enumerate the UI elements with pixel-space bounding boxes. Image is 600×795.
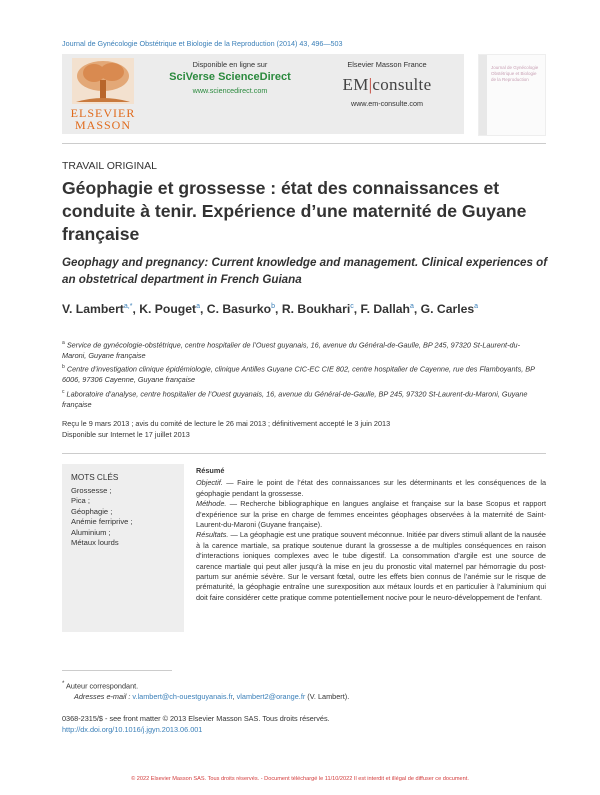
affiliations [62, 338, 542, 411]
keywords-list [71, 486, 133, 548]
keywords-box [62, 464, 184, 632]
author-affil-sup: a [474, 302, 479, 310]
article-subtitle: Geophagy and pregnancy: Current knowledge and management. Clinical experiences of an obstetrical department in French Guiana [62, 256, 548, 286]
keyword-item: Aluminium ; [71, 527, 111, 537]
keyword-item: Grossesse ; [71, 486, 112, 495]
emconsulte-logo: EM|consulte [342, 75, 432, 94]
sciencedirect-available-label: Disponible en ligne sur [192, 60, 268, 69]
corresponding-author-line: * Auteur correspondant. [62, 680, 139, 691]
email-label: Adresses e-mail : [74, 692, 131, 702]
emconsulte-url[interactable]: www.em-consulte.com [351, 99, 423, 108]
sciencedirect-url[interactable]: www.sciencedirect.com [192, 86, 268, 95]
elsevier-logo-text: ELSEVIER [70, 106, 136, 120]
abstract [196, 466, 546, 603]
author-name: V. Lambert [62, 302, 124, 316]
affiliation-item: $^c$ Laboratoire d’analyse, centre hospitalier de l’Ouest guyanais, 16, avenue du Général-de-Gaulle, BP 245, 97320 St-Laurent-du-Maroni, Guyane française [62, 388, 528, 409]
sciencedirect-block [150, 60, 310, 95]
keyword-item: Anémie ferriprive ; [71, 517, 133, 527]
email-link-1[interactable]: v.lambert@ch-ouestguyanais.fr [132, 692, 233, 702]
header-divider [62, 143, 546, 144]
corresponding-author-footnote [62, 678, 542, 702]
journal-citation: Journal de Gynécologie Obstétrique et Biologie de la Reproduction (2014) 43, 496—503 [62, 39, 343, 48]
cover-spine [479, 55, 487, 135]
emconsulte-block [322, 60, 452, 108]
author-name: K. Pouget [139, 302, 197, 316]
abstract-method: Méthode. — Recherche bibliographique en langues anglaise et française sur la base Scopus et rapport d’expérience sur la prise en charge de femmes enceintes géophages observées à la maternité de Saint-Laurent-du-Maroni (Guyane française). [196, 499, 546, 530]
article-section-label: TRAVAIL ORIGINAL [62, 160, 157, 172]
abstract-title: Résumé [196, 466, 225, 475]
footnote-divider [62, 670, 172, 671]
copyright-block [62, 713, 542, 735]
author-affil-sup: a [196, 302, 200, 310]
sciencedirect-name[interactable]: SciVerse ScienceDirect [169, 71, 291, 83]
author-affil-sup: a,* [123, 302, 133, 310]
publisher-name: Elsevier Masson France [347, 60, 427, 69]
author-affil-sup: c [350, 302, 354, 310]
keyword-item: Métaux lourds [71, 538, 119, 548]
author-name: F. Dallah [360, 302, 410, 316]
article-title: Géophagie et grossesse : état des connaissances et conduite à tenir. Expérience d’une maternité de Guyane française [62, 178, 527, 244]
author-name: R. Boukhari [281, 302, 351, 316]
email-link-2[interactable]: vlambert2@orange.fr [236, 692, 306, 702]
author-name: G. Carles [420, 302, 475, 316]
emconsulte-logo-em: EM [342, 75, 369, 94]
affiliation-item: $^a$ Service de gynécologie-obstétrique, centre hospitalier de l’Ouest guyanais, 16, avenue du Général-de-Gaulle, BP 245, 97320 St-Laurent-du-Maroni, Guyane française [62, 340, 521, 360]
download-watermark: © 2022 Elsevier Masson SAS. Tous droits réservés. - Document téléchargé le 11/10/2022 Il est interdit et illégal de diffuser ce document. [131, 776, 469, 782]
author-name: C. Basurko [206, 302, 272, 316]
elsevier-logo [66, 56, 140, 132]
author-affil-sup: b [271, 302, 276, 310]
keywords-title: MOTS CLÉS [71, 473, 119, 482]
online-date: Disponible sur Internet le 17 juillet 2013 [62, 429, 190, 439]
affiliation-item: $^b$ Centre d’investigation clinique épidémiologie, clinique Antilles Guyane CIC-EC CIE 802, centre hospitalier de Cayenne, rue des Flamboyants, BP 6006, 97306 Cayenne, Guyane française [62, 364, 535, 385]
journal-cover-thumbnail-icon [478, 54, 546, 136]
keyword-item: Géophagie ; [71, 506, 113, 516]
masson-logo-text: MASSON [74, 118, 131, 132]
email-line: Adresses e-mail : v.lambert@ch-ouestguyanais.fr, vlambert2@orange.fr (V. Lambert). [74, 692, 350, 702]
author-affil-sup: a [409, 302, 414, 310]
abstract-divider [62, 453, 546, 454]
cover-title: Journal de Gynécologie Obstétrique et Biologie de la Reproduction [491, 65, 539, 82]
received-dates: Reçu le 9 mars 2013 ; avis du comité de lecture le 26 mai 2013 ; définitivement accepté le 3 juin 2013 [62, 419, 391, 428]
article-dates [62, 419, 542, 440]
abstract-results: Résultats. — La géophagie est une pratique souvent méconnue. Initiée par divers stimuli allant de la nausée à la carence martiale, sa pratique soutenue durant la grossesse a de multiples conséquences en raison d’interactions ioniques complexes avec le tube digestif. La consommation d’argile est une source de carence martiale qui peut aller jusqu’à la mise en jeu du pronostic vital maternel par hémorragie du post-partum sur anémie sévère. Sur le versant fœtal, outre les effets bien connus de l’anémie sur le risque de prématurité, la géophagie entraîne une surexposition aux métaux lourds et en particulier à l’aluminium qui doit faire considérer cette pratique comme potentiellement nocive pour le neuro-développement de l’enfant. [196, 530, 546, 602]
author-list: V. Lambert$^{a,*}$, K. Pouget$^a$, C. Basurko$^b$, R. Boukhari$^c$, F. Dallah$^a$, G. Carles$^a$ [62, 302, 479, 316]
abstract-objective: Objectif. — Faire le point de l’état des connaissances sur les déterminants et les conséquences de la géophagie pendant la grossesse. [196, 478, 546, 498]
issn-line: 0368-2315/$ - see front matter © 2013 Elsevier Masson SAS. Tous droits réservés. [62, 714, 330, 723]
keyword-item: Pica ; [71, 496, 90, 506]
emconsulte-logo-consulte: consulte [372, 75, 432, 94]
doi-link[interactable]: http://dx.doi.org/10.1016/j.jgyn.2013.06.001 [62, 725, 203, 734]
elsevier-tree-logo-icon [72, 58, 134, 104]
